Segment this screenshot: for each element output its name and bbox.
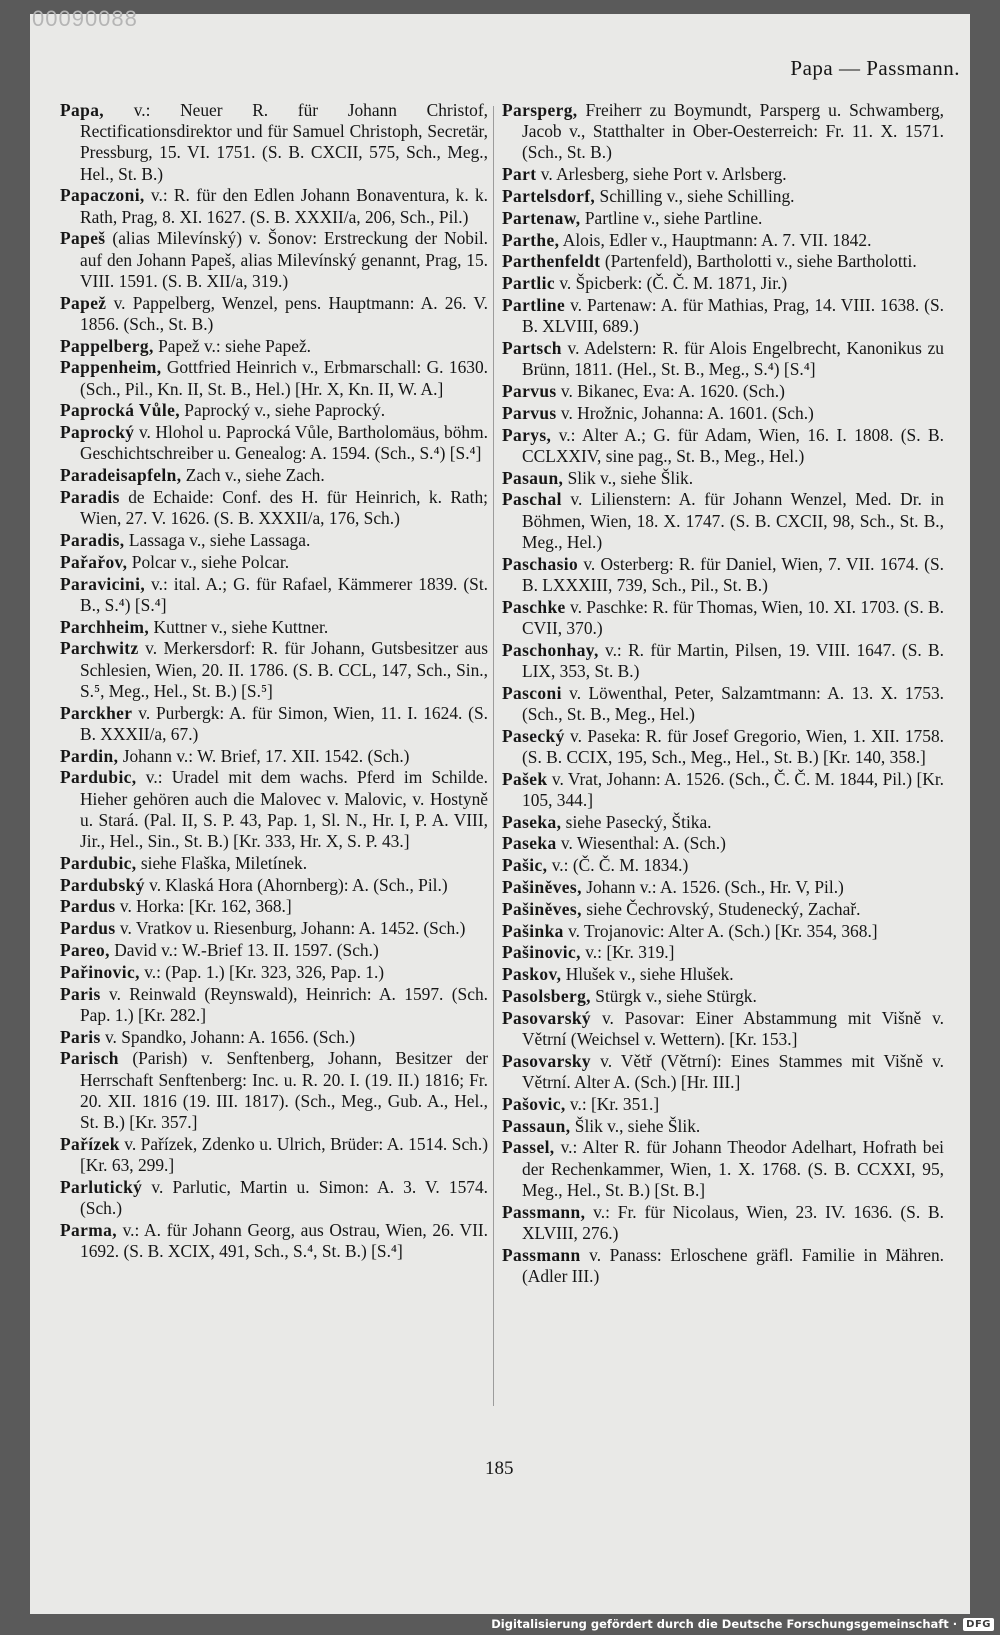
entry-headword: Parvus <box>502 380 557 401</box>
entry-headword: Pasecký <box>502 725 565 746</box>
entry-text: v.: [Kr. 351.] <box>565 1093 660 1114</box>
entry-headword: Pardin, <box>60 745 119 766</box>
entry-text: v. Pappelberg, Wenzel, pens. Hauptmann: A. 26. V. 1856. (Sch., St. B.) <box>80 292 488 334</box>
entry-text: Kuttner v., siehe Kuttner. <box>149 616 329 637</box>
entry-headword: Paris <box>60 1026 101 1047</box>
dictionary-entry <box>60 465 488 486</box>
dictionary-entry <box>60 100 488 185</box>
entry-text: Johann v.: A. 1526. (Sch., Hr. V, Pil.) <box>581 876 844 897</box>
entry-text: v. Spandko, Johann: A. 1656. (Sch.) <box>100 1026 356 1047</box>
entry-headword: Parys, <box>502 424 552 445</box>
entry-headword: Parisch <box>60 1048 119 1069</box>
entry-text: v. Hlohol u. Paprocká Vůle, Bartholomäus, böhm. Geschichtschreiber u. Genealog: A. 1594. (Sch., S.⁴) [S.⁴] <box>80 422 488 464</box>
dictionary-entry <box>60 530 488 551</box>
dictionary-entry <box>502 230 944 251</box>
entry-headword: Pařařov, <box>60 551 128 572</box>
dictionary-entry <box>502 833 944 854</box>
entry-headword: Partline <box>502 294 566 315</box>
entry-text: v.: Fr. für Nicolaus, Wien, 23. IV. 1636. (S. B. XLVIII, 276.) <box>522 1201 944 1243</box>
entry-text: (Parish) v. Senftenberg, Johann, Besitzer der Herrschaft Senftenberg: Inc. u. R. 20. I. (19. II.) 1816; Fr. 20. XII. 1816 (19. III. 1817). (Sch., Meg., Gub. A., Hel., St. B.) [Kr. 357.] <box>80 1048 488 1132</box>
dictionary-entry <box>60 638 488 702</box>
footer-credit: Digitalisierung gefördert durch die Deutsche Forschungsgemeinschaft · <box>491 1617 958 1631</box>
entry-headword: Papa, <box>60 100 105 120</box>
entry-headword: Papaczoni, <box>60 185 145 206</box>
entry-text: v.: R. für Martin, Pilsen, 19. VIII. 1647. (S. B. LIX, 353, St. B.) <box>522 639 944 681</box>
entry-headword: Pašiněves, <box>502 898 582 919</box>
entry-text: v.: (Č. Č. M. 1834.) <box>547 855 689 876</box>
dictionary-entry <box>60 703 488 745</box>
entry-text: v. Hrožnic, Johanna: A. 1601. (Sch.) <box>556 402 814 423</box>
dictionary-entry <box>502 208 944 229</box>
entry-text: (Partenfeld), Bartholotti v., siehe Bartholotti. <box>600 251 917 272</box>
dictionary-entry <box>60 746 488 767</box>
dictionary-entry <box>60 984 488 1026</box>
dictionary-entry <box>60 400 488 421</box>
entry-headword: Paprocký <box>60 422 135 443</box>
entry-headword: Partsch <box>502 337 562 358</box>
dictionary-entry <box>502 855 944 876</box>
entry-text: v. Větř (Větrní): Eines Stammes mit Višně v. Větrní. Alter A. (Sch.) [Hr. III.] <box>522 1050 944 1092</box>
entry-headword: Paschke <box>502 596 566 617</box>
entry-headword: Partenaw, <box>502 207 581 228</box>
dictionary-entry <box>60 1027 488 1048</box>
entry-text: v. Löwenthal, Peter, Salzamtmann: A. 13. X. 1753. (Sch., St. B., Meg., Hel.) <box>522 682 944 724</box>
entry-headword: Parckher <box>60 702 133 723</box>
dictionary-entry <box>502 986 944 1007</box>
entry-headword: Pardubský <box>60 874 145 895</box>
entry-text: v. Arlesberg, siehe Port v. Arlsberg. <box>536 164 787 185</box>
entry-text: v. Purbergk: A. für Simon, Wien, 11. I. 1624. (S. B. XXXII/a, 67.) <box>80 702 488 744</box>
entry-headword: Passmann <box>502 1244 581 1265</box>
dictionary-entry <box>60 487 488 529</box>
entry-text: Schilling v., siehe Schilling. <box>595 186 795 206</box>
entry-text: Papež v.: siehe Papež. <box>153 335 312 356</box>
dictionary-entry <box>60 896 488 917</box>
dictionary-entry <box>60 1134 488 1176</box>
entry-headword: Pasconi <box>502 682 562 703</box>
dictionary-entry <box>502 251 944 272</box>
dictionary-entry <box>60 875 488 896</box>
entry-headword: Pašek <box>502 768 548 789</box>
entry-headword: Parlutický <box>60 1176 143 1197</box>
dictionary-entry <box>502 683 944 725</box>
dictionary-entry <box>502 964 944 985</box>
entry-headword: Parthe, <box>502 229 560 250</box>
dictionary-entry <box>502 338 944 380</box>
digitization-footer <box>491 1615 994 1633</box>
entry-text: Partline v., siehe Partline. <box>580 207 763 228</box>
dictionary-entry <box>60 293 488 335</box>
entry-text: v. Partenaw: A. für Mathias, Prag, 14. VIII. 1638. (S. B. XLVIII, 689.) <box>522 294 944 337</box>
entry-text: v. Parlutic, Martin u. Simon: A. 3. V. 1574. (Sch.) <box>80 1176 488 1218</box>
entry-text: v. Paschke: R. für Thomas, Wien, 10. XI. 1703. (S. B. CVII, 370.) <box>522 596 944 638</box>
running-title: Papa — Passmann. <box>790 56 960 80</box>
entry-headword: Paravicini, <box>60 573 146 594</box>
dictionary-entry <box>502 186 944 207</box>
entry-headword: Passmann, <box>502 1201 586 1222</box>
entry-headword: Parthenfeldt <box>502 251 601 272</box>
dictionary-entry <box>60 574 488 616</box>
dictionary-entry <box>502 726 944 768</box>
entry-text: (alias Milevínský) v. Šonov: Erstreckung der Nobil. auf den Johann Papeš, alias Milevínský genannt, Prag, 15. VIII. 1591. (S. B. XII/a, 319.) <box>80 228 488 291</box>
dictionary-entry <box>60 185 488 227</box>
entry-text: siehe Pasecký, Štika. <box>561 811 712 832</box>
entry-text: Alois, Edler v., Hauptmann: A. 7. VII. 1842. <box>559 229 872 250</box>
entry-text: v.: R. für den Edlen Johann Bonaventura, k. k. Rath, Prag, 8. XI. 1627. (S. B. XXXII/a, 206, Sch., Pil.) <box>80 185 488 227</box>
entry-headword: Papeš <box>60 228 106 249</box>
entry-headword: Pardubic, <box>60 767 137 788</box>
document-page <box>30 6 970 1614</box>
entry-text: v. Panass: Erloschene gräfl. Familie in Mähren. (Adler III.) <box>522 1244 944 1286</box>
dictionary-entry <box>502 489 944 553</box>
entry-headword: Paskov, <box>502 964 562 985</box>
dictionary-entry <box>502 403 944 424</box>
entry-headword: Parvus <box>502 402 557 423</box>
dictionary-entry <box>502 1245 944 1287</box>
dictionary-entry <box>502 425 944 467</box>
column-divider <box>493 106 494 1406</box>
dictionary-entry <box>60 617 488 638</box>
entry-headword: Paschal <box>502 489 562 510</box>
entry-headword: Paris <box>60 983 101 1004</box>
dictionary-entry <box>502 1008 944 1050</box>
entry-text: v.: Alter A.; G. für Adam, Wien, 16. I. 1808. (S. B. CCLXXIV, sine pag., St. B., Meg., Hel.) <box>522 424 944 466</box>
entry-headword: Pašic, <box>502 855 548 876</box>
dictionary-entry <box>60 767 488 852</box>
dictionary-entry <box>60 422 488 464</box>
dictionary-entry <box>60 940 488 961</box>
entry-text: Polcar v., siehe Polcar. <box>127 551 290 572</box>
entry-headword: Pašinovic, <box>502 942 581 963</box>
entry-text: v. Merkersdorf: R. für Johann, Gutsbesitzer aus Schlesien, Wien, 20. II. 1786. (S. B. CCL, 147, Sch., Sin., S.⁵, Meg., Hel., St. B.) [S.⁵] <box>80 638 488 701</box>
entry-text: v. Pařízek, Zdenko u. Ulrich, Brüder: A. 1514. Sch.) [Kr. 63, 299.] <box>80 1133 488 1175</box>
dictionary-entry <box>502 812 944 833</box>
page-number: 185 <box>485 1458 514 1479</box>
entry-headword: Parchwitz <box>60 638 139 659</box>
entry-text: v.: A. für Johann Georg, aus Ostrau, Wien, 26. VII. 1692. (S. B. XCIX, 491, Sch., S.⁴, St. B.) [S.⁴] <box>80 1219 488 1261</box>
entry-text: v. Adelstern: R. für Alois Engelbrecht, Kanonikus zu Brünn, 1811. (Hel., St. B., Meg., S.⁴) [S.⁴] <box>522 337 944 380</box>
dictionary-entry <box>60 228 488 292</box>
entry-headword: Paseka, <box>502 811 562 832</box>
dictionary-entry <box>60 336 488 357</box>
entry-headword: Partelsdorf, <box>502 186 596 206</box>
entry-headword: Papež <box>60 292 107 313</box>
dictionary-entry <box>502 100 944 164</box>
dictionary-entry <box>502 769 944 811</box>
dictionary-entry <box>60 552 488 573</box>
entry-headword: Pasaun, <box>502 467 564 488</box>
entry-text: v.: (Pap. 1.) [Kr. 323, 326, Pap. 1.) <box>139 961 385 982</box>
entry-headword: Pašovic, <box>502 1093 566 1114</box>
entry-headword: Paradis, <box>60 530 125 550</box>
entry-text: v. Bikanec, Eva: A. 1620. (Sch.) <box>556 380 785 401</box>
entry-text: de Echaide: Conf. des H. für Heinrich, k. Rath; Wien, 27. V. 1626. (S. B. XXXII/a, 176, Sch.) <box>80 487 488 529</box>
entry-text: David v.: W.-Brief 13. II. 1597. (Sch.) <box>109 939 379 960</box>
entry-headword: Pařízek <box>60 1133 120 1154</box>
entry-text: v.: Uradel mit dem wachs. Pferd im Schilde. Hieher gehören auch die Malovec v. Malovic, v. Hostyně u. Stará. (Pal. II, S. P. 43, Pap. 1, Sl. N., Hr. I, P. A. VIII, Jir., Hel., Sin., St. B.) [Kr. 333, Hr. X, S. P. 43.] <box>80 767 488 851</box>
dictionary-entry <box>502 1116 944 1137</box>
entry-text: v. Osterberg: R. für Daniel, Wien, 7. VII. 1674. (S. B. LXXXIII, 739, Sch., Pil., St. B.) <box>522 553 944 595</box>
dictionary-entry <box>60 1220 488 1262</box>
entry-headword: Paseka <box>502 833 557 854</box>
dictionary-entry <box>60 357 488 399</box>
dictionary-entry <box>60 853 488 874</box>
entry-headword: Pasolsberg, <box>502 985 591 1006</box>
entry-headword: Paprocká Vůle, <box>60 400 180 421</box>
entry-text: v. Paseka: R. für Josef Gregorio, Wien, 1. XII. 1758. (S. B. CCIX, 195, Sch., Meg., Hel., St. B.) [Kr. 140, 358.] <box>522 725 944 767</box>
dictionary-entry <box>502 164 944 185</box>
entry-text: v.: [Kr. 319.] <box>580 942 675 963</box>
entry-headword: Pardus <box>60 896 116 917</box>
dictionary-entry <box>502 942 944 963</box>
entry-text: v.: Alter R. für Johann Theodor Adelhart, Hofrath bei der Rechenkammer, Wien, 1. X. 1768. (S. B. CCXXI, 95, Meg., Hel., St. B.) [St. B.] <box>522 1137 944 1200</box>
entry-text: v.: Neuer R. für Johann Christof, Rectificationsdirektor und für Samuel Christoph, Secretär, Pressburg, 15. VI. 1751. (S. B. CXCII, 575, Sch., Meg., Hel., St. B.) <box>80 100 488 184</box>
entry-text: v. Vratkov u. Riesenburg, Johann: A. 1452. (Sch.) <box>115 918 466 939</box>
entry-text: v. Wiesenthal: A. (Sch.) <box>556 833 726 854</box>
entry-headword: Passaun, <box>502 1115 571 1136</box>
entry-text: v. Reinwald (Reynswald), Heinrich: A. 1597. (Sch. Pap. 1.) [Kr. 282.] <box>80 983 488 1025</box>
dictionary-entry <box>502 381 944 402</box>
entry-text: Slik v., siehe Šlik. <box>563 467 694 488</box>
entry-headword: Pašinka <box>502 920 564 941</box>
dictionary-entry <box>502 1202 944 1244</box>
entry-text: Hlušek v., siehe Hlušek. <box>561 964 734 985</box>
entry-headword: Pašiněves, <box>502 876 582 897</box>
entry-headword: Pardus <box>60 918 116 939</box>
entry-text: Paprocký v., siehe Paprocký. <box>179 400 386 421</box>
entry-text: v. Špicberk: (Č. Č. M. 1871, Jir.) <box>555 273 788 294</box>
entry-text: Lassaga v., siehe Lassaga. <box>124 530 311 550</box>
entry-text: v.: ital. A.; G. für Rafael, Kämmerer 1839. (St. B., S.⁴) [S.⁴] <box>80 573 488 615</box>
entry-text: v. Pasovar: Einer Abstammung mit Višně v. Větrní (Weichsel v. Wettern). [Kr. 153.] <box>522 1007 944 1049</box>
entry-headword: Pareo, <box>60 939 110 960</box>
dictionary-entry <box>502 899 944 920</box>
dictionary-entry <box>502 597 944 639</box>
dictionary-entry <box>60 1048 488 1133</box>
dictionary-entry <box>502 468 944 489</box>
dictionary-entry <box>502 554 944 596</box>
dictionary-entry <box>60 962 488 983</box>
dictionary-entry <box>60 918 488 939</box>
entry-headword: Paschasio <box>502 553 579 574</box>
left-column <box>60 100 488 1263</box>
entry-text: v. Lilienstern: A. für Johann Wenzel, Med. Dr. in Böhmen, Wien, 18. X. 1747. (S. B. CXCII, 98, Sch., St. B., Meg., Hel.) <box>522 489 944 552</box>
entry-text: Freiherr zu Boymundt, Parsperg u. Schwamberg, Jacob v., Statthalter in Ober-Oesterreich: Fr. 11. X. 1571. (Sch., St. B.) <box>522 100 944 163</box>
entry-headword: Part <box>502 164 537 185</box>
dictionary-entry <box>502 1051 944 1093</box>
dictionary-entry <box>60 1177 488 1219</box>
entry-headword: Paradeisapfeln, <box>60 465 182 486</box>
dictionary-entry <box>502 295 944 337</box>
entry-headword: Pasovarsky <box>502 1050 592 1071</box>
entry-headword: Pasovarský <box>502 1007 592 1028</box>
entry-headword: Paschonhay, <box>502 639 599 660</box>
dictionary-entry <box>502 273 944 294</box>
entry-headword: Partlic <box>502 273 556 294</box>
dfg-logo-icon: DFG <box>963 1618 994 1631</box>
entry-headword: Pappelberg, <box>60 335 154 356</box>
entry-headword: Passel, <box>502 1137 555 1158</box>
entry-headword: Parma, <box>60 1219 117 1240</box>
entry-headword: Paradis <box>60 487 120 507</box>
dictionary-entry <box>502 921 944 942</box>
dictionary-entry <box>502 877 944 898</box>
entry-headword: Pardubic, <box>60 852 137 873</box>
entry-text: v. Trojanovic: Alter A. (Sch.) [Kr. 354, 368.] <box>563 920 878 941</box>
entry-headword: Parsperg, <box>502 100 578 120</box>
entry-text: v. Klaská Hora (Ahornberg): A. (Sch., Pil.) <box>144 874 448 895</box>
entry-headword: Parchheim, <box>60 616 150 637</box>
entry-text: Stürgk v., siehe Stürgk. <box>590 985 757 1006</box>
entry-text: siehe Flaška, Miletínek. <box>136 852 308 873</box>
right-column <box>502 100 944 1288</box>
entry-text: siehe Čechrovský, Studenecký, Zachař. <box>581 898 861 919</box>
entry-text: Johann v.: W. Brief, 17. XII. 1542. (Sch.) <box>118 745 410 766</box>
dictionary-entry <box>502 1094 944 1115</box>
entry-text: Gottfried Heinrich v., Erbmarschall: G. 1630. (Sch., Pil., Kn. II, St. B., Hel.) [Hr. X, Kn. II, W. A.] <box>80 357 488 399</box>
entry-text: v. Horka: [Kr. 162, 368.] <box>115 896 292 917</box>
entry-headword: Pappenheim, <box>60 357 162 378</box>
dictionary-entry <box>502 1137 944 1201</box>
scan-corner-code: 00090088 <box>32 6 138 31</box>
entry-text: Zach v., siehe Zach. <box>181 465 325 486</box>
entry-text: Šlik v., siehe Šlik. <box>570 1115 701 1136</box>
entry-headword: Pařinovic, <box>60 961 140 982</box>
entry-text: v. Vrat, Johann: A. 1526. (Sch., Č. Č. M. 1844, Pil.) [Kr. 105, 344.] <box>522 768 944 810</box>
dictionary-entry <box>502 640 944 682</box>
